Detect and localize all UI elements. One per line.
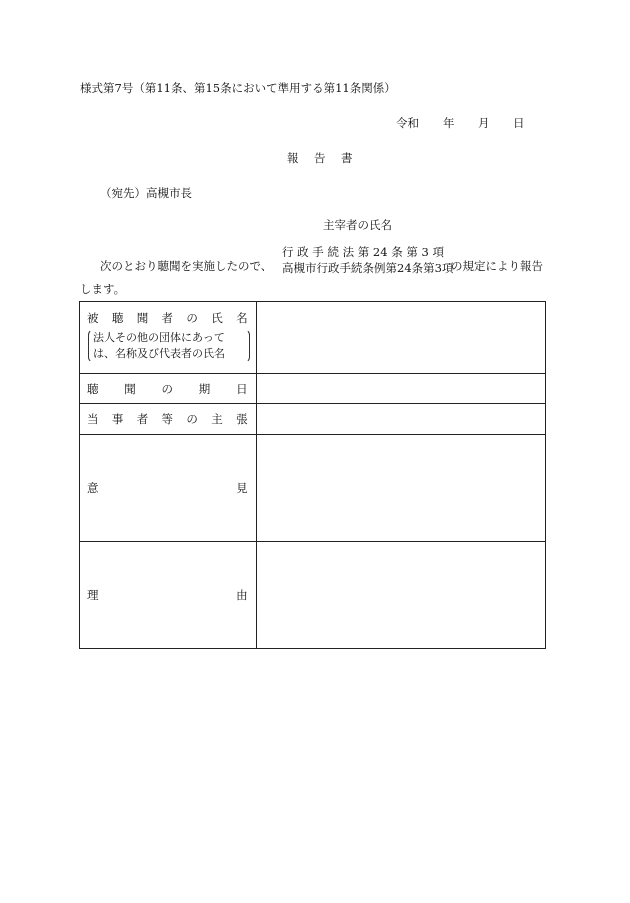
addressee: （宛先）高槻市長 <box>100 186 192 200</box>
table-row <box>80 542 546 649</box>
legal-reference <box>282 244 453 276</box>
title-char: 書 <box>341 151 355 165</box>
corporate-note <box>88 329 250 363</box>
date-month: 月 <box>478 116 490 130</box>
reason-field[interactable] <box>256 542 545 649</box>
organizer-name-label: 主宰者の氏名 <box>323 218 392 232</box>
note-line: は、名称及び代表者の氏名 <box>93 347 225 360</box>
label-char: 意 <box>87 481 99 495</box>
label-char: 当 <box>87 412 99 426</box>
table-row <box>80 302 546 374</box>
ref-ordinance: 高槻市行政手続条例第24条第3項 <box>282 261 454 275</box>
date-era: 令和 <box>396 116 419 130</box>
label-char: 名 <box>236 311 248 325</box>
hearing-date-field[interactable] <box>256 374 545 404</box>
note-line: 法人その他の団体にあって <box>93 331 225 344</box>
table-row <box>80 404 546 435</box>
hearing-date-label <box>80 374 257 404</box>
label-char: 理 <box>87 588 99 602</box>
label-char: 聞 <box>124 381 136 396</box>
document-title <box>287 150 355 166</box>
label-char: 聴 <box>87 381 99 396</box>
title-char: 報 <box>287 151 301 165</box>
reason-label <box>80 542 257 649</box>
label-char: 聞 <box>136 311 149 325</box>
label-char: 聴 <box>111 311 124 325</box>
table-row <box>80 374 546 404</box>
date-day: 日 <box>513 116 525 130</box>
ref-law: 行 政 手 続 法 第 24 条 第 3 項 <box>282 245 445 259</box>
label-char: 事 <box>111 412 124 426</box>
respondent-name-label <box>80 302 257 374</box>
opinion-label <box>80 435 257 542</box>
label-char: 者 <box>136 412 149 426</box>
date-year: 年 <box>443 116 455 130</box>
label-char: の <box>186 412 198 426</box>
body-tail: の規定により報告 <box>451 259 543 273</box>
body-lead: 次のとおり聴聞を実施したので、 <box>100 259 273 273</box>
table-row <box>80 435 546 542</box>
label-char: 日 <box>236 381 248 396</box>
label-char: 等 <box>161 412 174 426</box>
report-table <box>79 301 546 649</box>
body-line2: します。 <box>80 282 126 296</box>
label-char: 見 <box>236 481 248 495</box>
respondent-name-field[interactable] <box>256 302 545 374</box>
label-char: 由 <box>236 588 248 602</box>
label-char: 張 <box>236 412 248 426</box>
label-char: 者 <box>161 311 174 325</box>
label-char: の <box>186 311 198 325</box>
party-claims-field[interactable] <box>256 404 545 435</box>
label-char: 主 <box>211 412 223 426</box>
opinion-field[interactable] <box>256 435 545 542</box>
label-char: 被 <box>87 311 99 325</box>
party-claims-label <box>80 404 257 435</box>
label-char: の <box>161 381 174 396</box>
label-char: 期 <box>198 381 211 396</box>
title-char: 告 <box>314 151 328 165</box>
label-char: 氏 <box>211 311 223 325</box>
form-number: 様式第7号（第11条、第15条において準用する第11条関係） <box>80 81 396 95</box>
